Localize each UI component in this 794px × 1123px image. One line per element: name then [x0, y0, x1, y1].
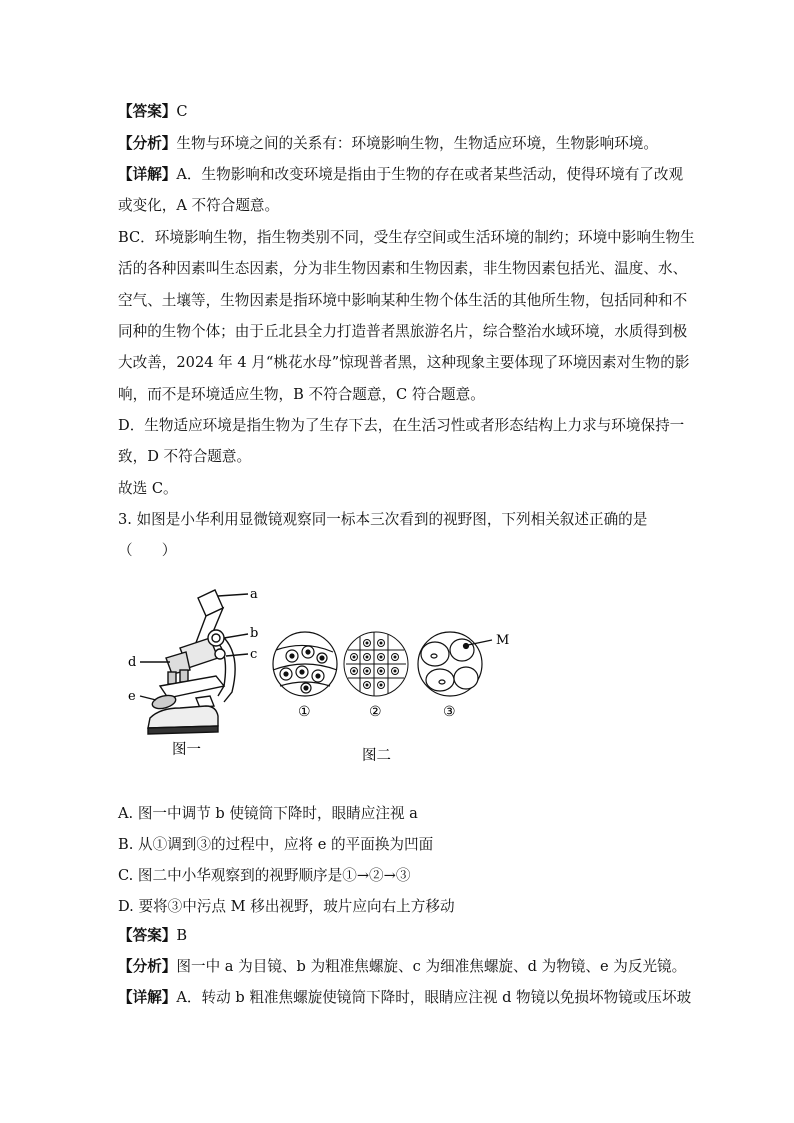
label-e: e [128, 689, 136, 704]
detail-line-0 [118, 165, 684, 185]
figure-svg [120, 578, 540, 778]
label-d: d [128, 655, 137, 670]
answer-line-3 [118, 926, 678, 946]
answer-tag: 【答案】 [118, 103, 177, 120]
view-circle-1 [273, 632, 337, 696]
detail-line-10: 故选 C。 [118, 480, 178, 497]
analysis-line-3 [118, 957, 687, 977]
answer-tag: 【答案】 [118, 927, 177, 944]
detail-line-4: 空气、土壤等，生物因素是指环境中影响某种生物个体生活的其他所生物，包括同种和不 [118, 292, 688, 309]
option-c: C. 图二中小华观察到的视野顺序是①→②→③ [118, 867, 411, 884]
label-b: b [250, 626, 259, 641]
detail-text: A．生物影响和改变环境是指由于生物的存在或者某些活动，使得环境有了改观 [176, 166, 684, 183]
label-view-2: ② [369, 704, 382, 720]
detail-text: A．转动 b 粗准焦螺旋使镜筒下降时，眼睛应注视 d 物镜以免损坏物镜或压坏玻 [176, 989, 692, 1006]
microscope-figures [120, 578, 540, 778]
fig2-caption: 图二 [362, 748, 391, 764]
analysis-tag: 【分析】 [118, 135, 177, 152]
detail-line-3: 活的各种因素叫生态因素，分为非生物因素和生物因素，非生物因素包括光、温度、水、 [118, 260, 688, 277]
view-circle-3 [418, 632, 492, 696]
analysis-line-1 [118, 134, 678, 154]
detail-line-5: 同种的生物个体；由于丘北县全力打造普者黑旅游名片，综合整治水域环境，水质得到极 [118, 323, 688, 340]
spot-m-dot [464, 644, 469, 649]
label-m: M [496, 633, 510, 648]
option-b: B. 从①调到③的过程中，应将 e 的平面换为凹面 [118, 836, 434, 853]
detail-line-3a [118, 988, 692, 1008]
view-circle-2 [344, 632, 408, 696]
detail-tag: 【详解】 [118, 166, 177, 183]
label-view-3: ③ [443, 704, 456, 720]
answer-value: C [176, 103, 188, 120]
fig1-caption: 图一 [172, 742, 201, 758]
detail-line-9: 致，D 不符合题意。 [118, 448, 252, 465]
detail-line-7: 响，而不是环境适应生物，B 不符合题意，C 符合题意。 [118, 386, 485, 403]
option-a: A. 图一中调节 b 使镜筒下降时，眼睛应注视 a [118, 805, 418, 822]
question-stem: 3. 如图是小华利用显微镜观察同一标本三次看到的视野图，下列相关叙述正确的是 [118, 511, 648, 528]
label-view-1: ① [298, 704, 311, 720]
label-a: a [250, 587, 258, 602]
microscope-drawing [140, 590, 248, 734]
detail-line-8: D．生物适应环境是指生物为了生存下去，在生活习性或者形态结构上力求与环境保持一 [118, 417, 685, 434]
analysis-text: 生物与环境之间的关系有：环境影响生物，生物适应环境，生物影响环境。 [176, 135, 658, 152]
detail-line-1: 或变化，A 不符合题意。 [118, 197, 280, 214]
analysis-text: 图一中 a 为目镜、b 为粗准焦螺旋、c 为细准焦螺旋、d 为物镜、e 为反光镜。 [176, 958, 687, 975]
answer-line-1 [118, 102, 678, 122]
option-d: D. 要将③中污点 M 移出视野，玻片应向右上方移动 [118, 898, 455, 915]
label-c: c [250, 647, 258, 662]
question-blank: （ ） [118, 542, 177, 559]
analysis-tag: 【分析】 [118, 958, 177, 975]
detail-line-2: BC．环境影响生物，指生物类别不同，受生存空间或生活环境的制约；环境中影响生物生 [118, 229, 695, 246]
detail-line-6: 大改善，2024 年 4 月“桃花水母”惊现普者黑，这种现象主要体现了环境因素对生物的影 [118, 354, 690, 371]
answer-value: B [176, 927, 188, 944]
detail-tag: 【详解】 [118, 989, 177, 1006]
